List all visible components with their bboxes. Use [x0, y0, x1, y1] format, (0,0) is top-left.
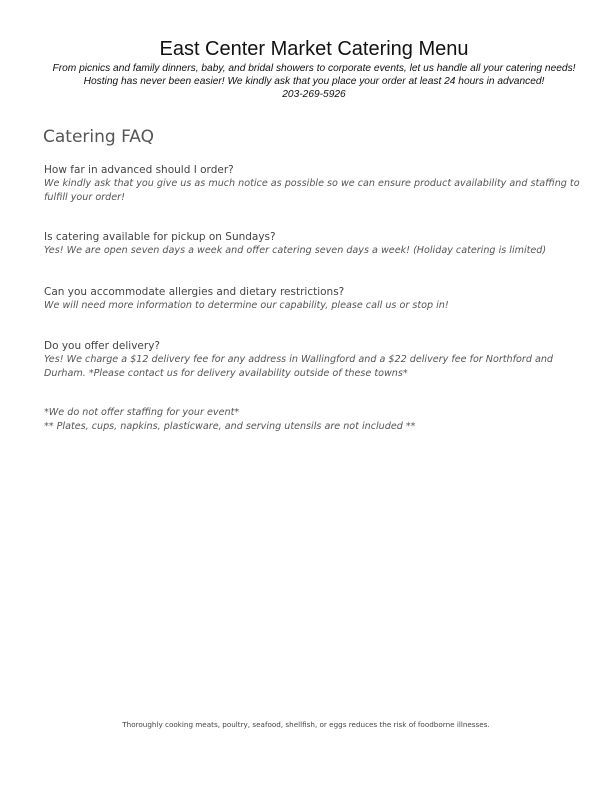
menu-header: [44, 37, 584, 101]
faq-item: [44, 285, 584, 313]
phone-number: 203-269-5926: [282, 89, 346, 100]
faq-question: Is catering available for pickup on Sundays?: [44, 231, 276, 243]
supplies-note: ** Plates, cups, napkins, plasticware, and serving utensils are not included **: [44, 421, 416, 432]
faq-answer: Yes! We are open seven days a week and offer catering seven days a week! (Holiday catering is limited): [44, 245, 547, 256]
faq-heading: Catering FAQ: [43, 127, 155, 147]
faq-item: [44, 339, 584, 381]
faq-answer: Yes! We charge a $12 delivery fee for any address in Wallingford and a $22 delivery fee for Northford and Durham. *Please contact us for delivery availability outside of these towns*: [44, 354, 554, 379]
faq-question: Can you accommodate allergies and dietary restrictions?: [44, 286, 345, 298]
faq-question: Do you offer delivery?: [44, 340, 160, 352]
faq-question: How far in advanced should I order?: [44, 164, 234, 176]
staffing-note: *We do not offer staffing for your event*: [44, 407, 240, 418]
faq-answer: We will need more information to determine our capability, please call us or stop in!: [44, 300, 449, 311]
intro-text: From picnics and family dinners, baby, and bridal showers to corporate events, let us handle all your catering needs! Hosting has never been easier! We kindly ask that you place your order at least 24 hours in advanced!: [52, 63, 576, 87]
notes-section: [44, 406, 584, 434]
page-title: East Center Market Catering Menu: [159, 38, 469, 60]
food-safety-disclaimer: Thoroughly cooking meats, poultry, seafood, shellfish, or eggs reduces the risk of foodborne illnesses.: [122, 720, 490, 729]
faq-answer: We kindly ask that you give us as much notice as possible so we can ensure product availability and staffing to fulfill your order!: [44, 178, 580, 203]
faq-item: [44, 163, 584, 205]
faq-item: [44, 230, 584, 258]
